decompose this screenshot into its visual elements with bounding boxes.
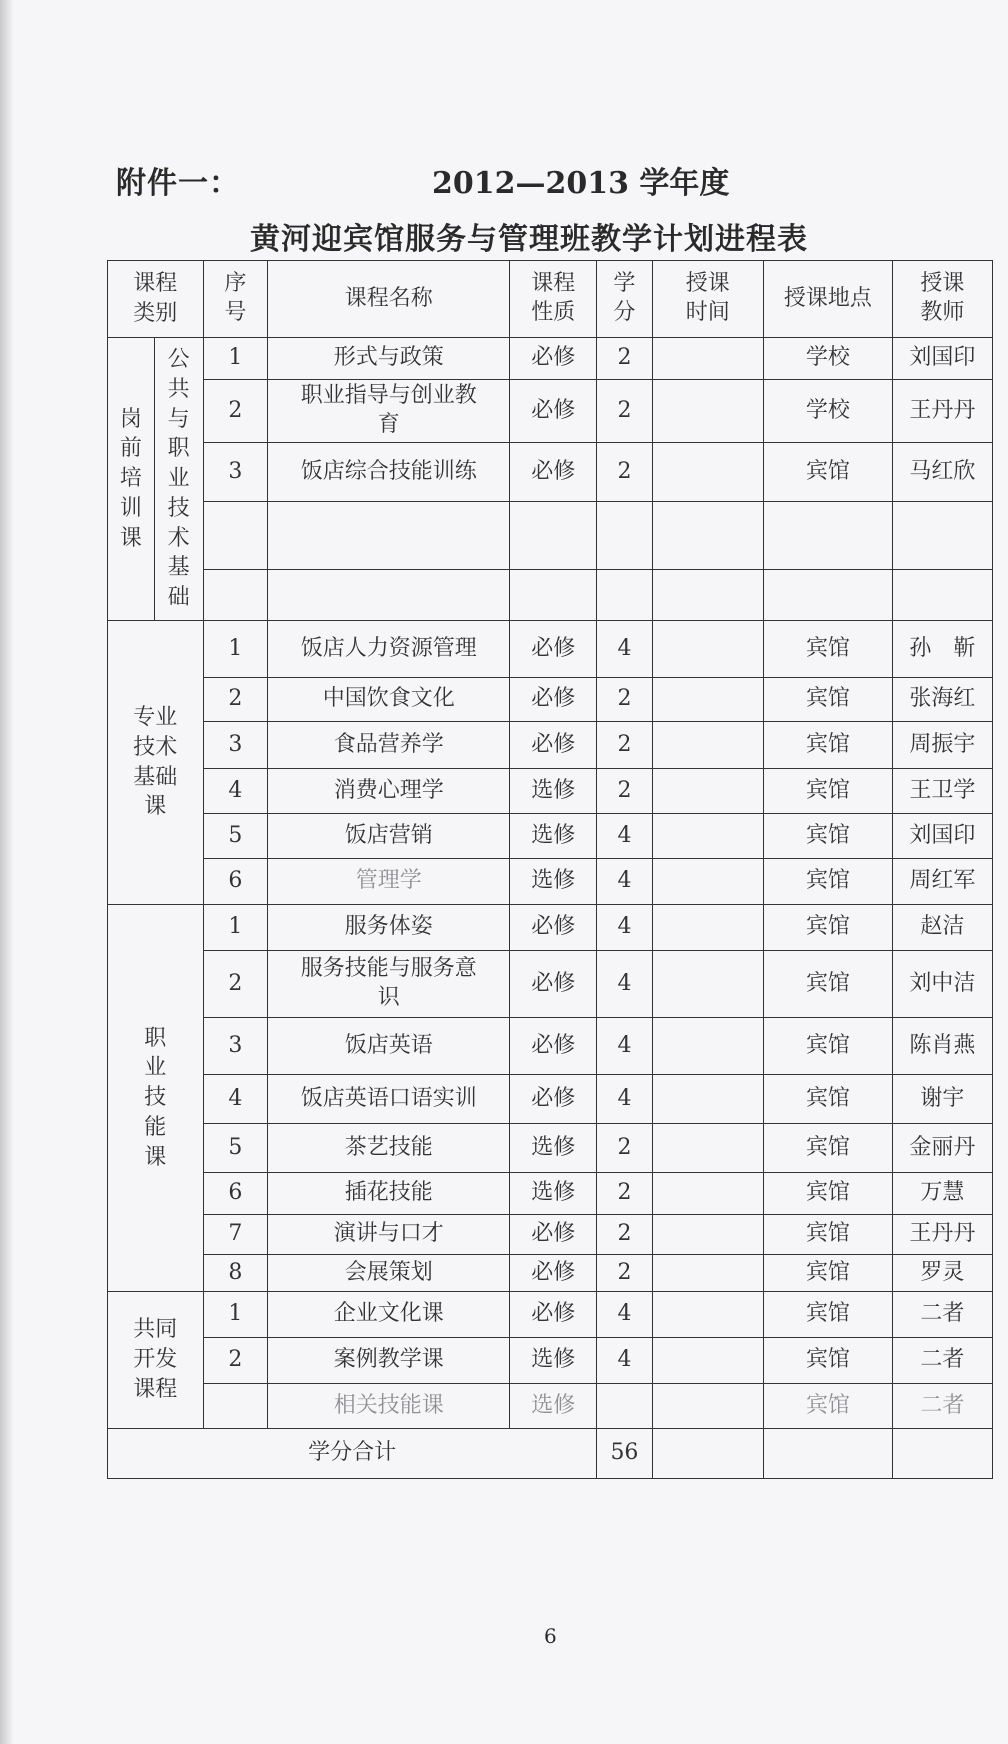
row-no: 4	[203, 769, 267, 814]
row-no: 2	[203, 951, 267, 1018]
course-place: 宾馆	[763, 905, 892, 951]
row-no: 5	[203, 1124, 267, 1173]
course-nature: 必修	[510, 338, 597, 380]
total-place	[763, 1429, 892, 1479]
page-number: 6	[544, 1624, 557, 1648]
course-nature: 选修	[510, 769, 597, 814]
course-teacher: 金丽丹	[892, 1124, 992, 1173]
course-teacher: 二者	[892, 1292, 992, 1338]
total-credit: 56	[597, 1429, 653, 1479]
course-place: 宾馆	[763, 722, 892, 769]
course-teacher: 张海红	[892, 678, 992, 722]
course-place: 宾馆	[763, 1173, 892, 1215]
course-credit: 4	[597, 859, 653, 905]
course-name: 案例教学课	[268, 1338, 510, 1384]
table-row	[108, 621, 993, 678]
course-teacher: 周红军	[892, 859, 992, 905]
course-time	[652, 859, 763, 905]
course-teacher	[892, 502, 992, 570]
course-nature: 必修	[510, 443, 597, 502]
course-name: 形式与政策	[268, 338, 510, 380]
course-name: 插花技能	[268, 1173, 510, 1215]
row-no: 2	[203, 1338, 267, 1384]
row-no: 7	[203, 1215, 267, 1255]
course-teacher: 谢宇	[892, 1075, 992, 1124]
course-credit: 4	[597, 1018, 653, 1075]
course-name: 饭店英语口语实训	[268, 1075, 510, 1124]
course-place: 宾馆	[763, 678, 892, 722]
course-time	[652, 1075, 763, 1124]
header-place: 授课地点	[763, 261, 892, 338]
course-place: 宾馆	[763, 859, 892, 905]
course-time	[652, 1255, 763, 1292]
course-name: 中国饮食文化	[268, 678, 510, 722]
course-nature: 选修	[510, 1173, 597, 1215]
table-row	[108, 1255, 993, 1292]
course-name: 会展策划	[268, 1255, 510, 1292]
row-no: 3	[203, 1018, 267, 1075]
row-no: 5	[203, 814, 267, 859]
course-place: 宾馆	[763, 769, 892, 814]
document-title: 黄河迎宾馆服务与管理班教学计划进程表	[250, 222, 808, 257]
course-teacher: 孙 靳	[892, 621, 992, 678]
course-name: 服务技能与服务意识	[268, 951, 510, 1018]
row-no: 1	[203, 338, 267, 380]
course-teacher: 王丹丹	[892, 1215, 992, 1255]
category-cell: 共同开发课程	[108, 1292, 204, 1429]
course-nature: 必修	[510, 621, 597, 678]
table-row	[108, 722, 993, 769]
table-row	[108, 443, 993, 502]
course-place: 宾馆	[763, 1292, 892, 1338]
course-nature: 必修	[510, 1292, 597, 1338]
table-row	[108, 678, 993, 722]
course-place	[763, 502, 892, 570]
course-credit: 2	[597, 769, 653, 814]
course-time	[652, 722, 763, 769]
course-place: 学校	[763, 338, 892, 380]
course-place: 学校	[763, 380, 892, 443]
course-teacher: 马红欣	[892, 443, 992, 502]
course-teacher: 万慧	[892, 1173, 992, 1215]
course-time	[652, 678, 763, 722]
course-credit: 4	[597, 905, 653, 951]
row-no: 6	[203, 1173, 267, 1215]
course-name: 饭店英语	[268, 1018, 510, 1075]
course-credit	[597, 570, 653, 621]
course-place: 宾馆	[763, 1124, 892, 1173]
table-row	[108, 502, 993, 570]
total-time	[652, 1429, 763, 1479]
course-time	[652, 338, 763, 380]
category-cell: 专业技术基础课	[108, 621, 204, 905]
course-time	[652, 769, 763, 814]
course-place: 宾馆	[763, 1075, 892, 1124]
table-header-row	[108, 261, 993, 338]
table-row	[108, 1075, 993, 1124]
table-row	[108, 380, 993, 443]
header-category: 课程类别	[108, 261, 204, 338]
course-teacher: 陈肖燕	[892, 1018, 992, 1075]
course-nature: 选修	[510, 1338, 597, 1384]
course-time	[652, 1384, 763, 1429]
course-credit: 4	[597, 951, 653, 1018]
course-time	[652, 570, 763, 621]
course-credit: 2	[597, 380, 653, 443]
course-name: 演讲与口才	[268, 1215, 510, 1255]
course-place: 宾馆	[763, 621, 892, 678]
course-name	[268, 502, 510, 570]
course-time	[652, 1338, 763, 1384]
course-credit: 2	[597, 338, 653, 380]
row-no: 6	[203, 859, 267, 905]
course-credit: 4	[597, 1075, 653, 1124]
course-teacher: 王卫学	[892, 769, 992, 814]
row-no: 8	[203, 1255, 267, 1292]
course-nature: 必修	[510, 1215, 597, 1255]
course-teacher: 王丹丹	[892, 380, 992, 443]
header-credit: 学分	[597, 261, 653, 338]
row-no: 1	[203, 905, 267, 951]
table-row	[108, 1384, 993, 1429]
table-row	[108, 859, 993, 905]
course-time	[652, 502, 763, 570]
course-nature: 必修	[510, 380, 597, 443]
course-time	[652, 443, 763, 502]
course-nature: 选修	[510, 814, 597, 859]
table-row	[108, 1124, 993, 1173]
course-name: 相关技能课	[268, 1384, 510, 1429]
course-credit: 4	[597, 1338, 653, 1384]
row-no: 1	[203, 1292, 267, 1338]
course-place	[763, 570, 892, 621]
course-place: 宾馆	[763, 1215, 892, 1255]
scan-edge-shadow	[0, 0, 14, 1744]
course-name: 饭店人力资源管理	[268, 621, 510, 678]
course-time	[652, 380, 763, 443]
course-nature: 必修	[510, 1018, 597, 1075]
table-row	[108, 1173, 993, 1215]
course-name: 服务体姿	[268, 905, 510, 951]
course-teacher: 刘国印	[892, 814, 992, 859]
course-teacher: 二者	[892, 1338, 992, 1384]
table-row	[108, 814, 993, 859]
course-place: 宾馆	[763, 814, 892, 859]
course-credit: 2	[597, 722, 653, 769]
table-row	[108, 769, 993, 814]
course-credit: 4	[597, 814, 653, 859]
course-teacher	[892, 570, 992, 621]
category-cell: 岗前培训课	[108, 338, 155, 621]
row-no: 1	[203, 621, 267, 678]
course-credit	[597, 502, 653, 570]
course-name: 饭店综合技能训练	[268, 443, 510, 502]
course-nature: 必修	[510, 722, 597, 769]
course-place: 宾馆	[763, 443, 892, 502]
course-time	[652, 814, 763, 859]
header-no: 序号	[203, 261, 267, 338]
total-row	[108, 1429, 993, 1479]
row-no: 2	[203, 678, 267, 722]
row-no: 3	[203, 722, 267, 769]
row-no	[203, 1384, 267, 1429]
course-name: 消费心理学	[268, 769, 510, 814]
row-no	[203, 570, 267, 621]
table-row	[108, 1018, 993, 1075]
course-teacher: 刘中洁	[892, 951, 992, 1018]
table-row	[108, 951, 993, 1018]
course-name: 企业文化课	[268, 1292, 510, 1338]
header-name: 课程名称	[268, 261, 510, 338]
course-nature: 必修	[510, 678, 597, 722]
course-credit: 4	[597, 1292, 653, 1338]
academic-year: 2012—2013 学年度	[432, 166, 730, 201]
table-row	[108, 905, 993, 951]
row-no	[203, 502, 267, 570]
course-place: 宾馆	[763, 1018, 892, 1075]
table-row	[108, 570, 993, 621]
course-place: 宾馆	[763, 1255, 892, 1292]
course-nature: 选修	[510, 1384, 597, 1429]
course-time	[652, 1215, 763, 1255]
course-teacher: 二者	[892, 1384, 992, 1429]
course-time	[652, 1173, 763, 1215]
course-time	[652, 1124, 763, 1173]
subcategory-cell: 公共与职业技术基础	[154, 338, 203, 621]
course-time	[652, 951, 763, 1018]
total-label: 学分合计	[108, 1429, 597, 1479]
course-name: 管理学	[268, 859, 510, 905]
course-nature: 选修	[510, 859, 597, 905]
course-nature: 必修	[510, 1075, 597, 1124]
course-credit: 2	[597, 678, 653, 722]
course-teacher: 刘国印	[892, 338, 992, 380]
row-no: 3	[203, 443, 267, 502]
header-nature: 课程性质	[510, 261, 597, 338]
course-name	[268, 570, 510, 621]
course-name: 食品营养学	[268, 722, 510, 769]
course-time	[652, 1018, 763, 1075]
course-nature	[510, 502, 597, 570]
row-no: 2	[203, 380, 267, 443]
course-nature: 必修	[510, 905, 597, 951]
course-time	[652, 1292, 763, 1338]
row-no: 4	[203, 1075, 267, 1124]
course-time	[652, 905, 763, 951]
table-row	[108, 1338, 993, 1384]
table-row	[108, 1215, 993, 1255]
header-time: 授课时间	[652, 261, 763, 338]
course-credit: 2	[597, 443, 653, 502]
course-credit: 2	[597, 1215, 653, 1255]
course-nature	[510, 570, 597, 621]
course-credit: 2	[597, 1124, 653, 1173]
course-name: 茶艺技能	[268, 1124, 510, 1173]
course-place: 宾馆	[763, 1384, 892, 1429]
course-credit	[597, 1384, 653, 1429]
course-credit: 2	[597, 1255, 653, 1292]
course-place: 宾馆	[763, 1338, 892, 1384]
course-nature: 必修	[510, 1255, 597, 1292]
course-credit: 4	[597, 621, 653, 678]
course-nature: 选修	[510, 1124, 597, 1173]
course-nature: 必修	[510, 951, 597, 1018]
header-teacher: 授课教师	[892, 261, 992, 338]
course-time	[652, 621, 763, 678]
course-teacher: 周振宇	[892, 722, 992, 769]
category-cell: 职业技能课	[108, 905, 204, 1292]
course-name: 职业指导与创业教育	[268, 380, 510, 443]
course-teacher: 罗灵	[892, 1255, 992, 1292]
attachment-label: 附件一：	[116, 166, 240, 201]
table-row	[108, 338, 993, 380]
course-teacher: 赵洁	[892, 905, 992, 951]
teaching-plan-table	[107, 260, 993, 1479]
table-row	[108, 1292, 993, 1338]
course-place: 宾馆	[763, 951, 892, 1018]
total-teacher	[892, 1429, 992, 1479]
course-name: 饭店营销	[268, 814, 510, 859]
course-credit: 2	[597, 1173, 653, 1215]
